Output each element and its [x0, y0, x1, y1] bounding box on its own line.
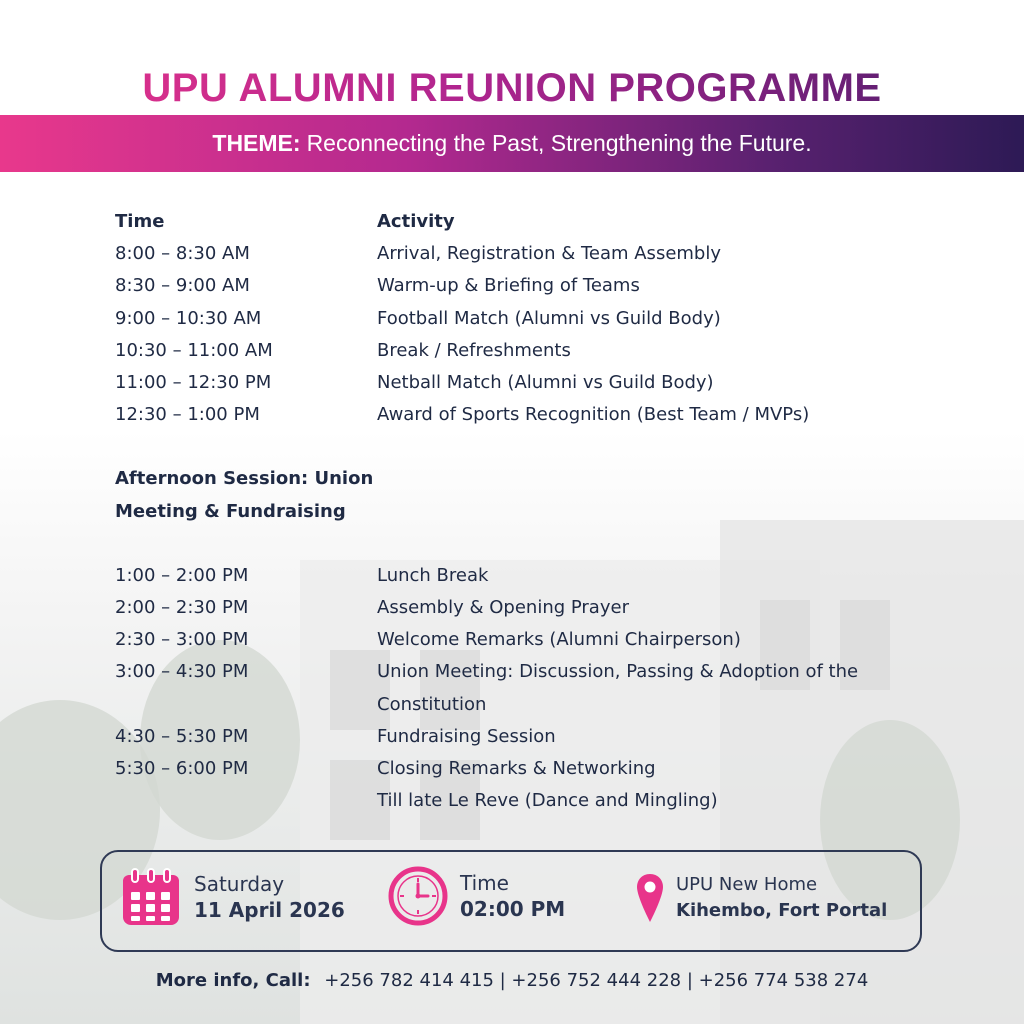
row-activity: Arrival, Registration & Team Assembly [377, 243, 722, 265]
row-activity: Netball Match (Alumni vs Guild Body) [377, 372, 714, 394]
row-time: 3:00 – 4:30 PM [115, 661, 249, 683]
row-time: 10:30 – 11:00 AM [115, 339, 273, 361]
time-value: 02:00 PM [460, 897, 566, 921]
row-time: 2:00 – 2:30 PM [115, 597, 249, 619]
location-pin-icon [636, 872, 664, 924]
calendar-icon [120, 866, 182, 928]
row-activity: Closing Remarks & Networking [377, 758, 656, 780]
afternoon-title-line2: Meeting & Fundraising [115, 500, 346, 522]
row-time: 11:00 – 12:30 PM [115, 372, 272, 394]
row-activity: Till late Le Reve (Dance and Mingling) [377, 790, 718, 812]
schedule-row [115, 399, 935, 431]
afternoon-title-line1: Afternoon Session: Union [115, 468, 374, 490]
row-time: 2:30 – 3:00 PM [115, 629, 249, 651]
row-activity: Football Match (Alumni vs Guild Body) [377, 307, 721, 329]
row-activity: Warm-up & Briefing of Teams [377, 275, 640, 297]
schedule-row [115, 753, 935, 785]
schedule-header [115, 206, 935, 238]
row-time: 9:00 – 10:30 AM [115, 307, 262, 329]
row-time [115, 689, 377, 721]
row-time: 8:30 – 9:00 AM [115, 275, 250, 297]
location-line2: Kihembo, Fort Portal [676, 900, 888, 921]
row-time: 12:30 – 1:00 PM [115, 404, 260, 426]
schedule [115, 206, 935, 817]
schedule-row [115, 270, 935, 302]
contact-numbers: +256 782 414 415 | +256 752 444 228 | +256 774 538 274 [324, 970, 869, 991]
date-day: Saturday [194, 872, 285, 896]
row-activity: Assembly & Opening Prayer [377, 597, 629, 619]
schedule-row [115, 560, 935, 592]
row-activity: Union Meeting: Discussion, Passing & Adoption of the [377, 661, 859, 683]
schedule-row [115, 592, 935, 624]
schedule-row [115, 303, 935, 335]
schedule-row [115, 335, 935, 367]
row-time: 4:30 – 5:30 PM [115, 725, 249, 747]
schedule-row [115, 367, 935, 399]
schedule-row [115, 238, 935, 270]
theme-label: THEME: [212, 130, 301, 156]
event-location [636, 872, 887, 924]
row-activity: Lunch Break [377, 564, 489, 586]
row-activity: Fundraising Session [377, 725, 556, 747]
schedule-row [115, 656, 935, 688]
row-time: 8:00 – 8:30 AM [115, 243, 250, 265]
row-activity: Welcome Remarks (Alumni Chairperson) [377, 629, 741, 651]
row-activity: Award of Sports Recognition (Best Team / MVPs) [377, 404, 810, 426]
row-activity: Constitution [377, 693, 487, 715]
event-date [120, 866, 345, 928]
schedule-row [115, 624, 935, 656]
theme-banner [0, 115, 1024, 172]
afternoon-section-title [115, 463, 395, 527]
date-value: 11 April 2026 [194, 898, 345, 922]
contact-label: More info, Call: [155, 970, 311, 991]
location-line1: UPU New Home [676, 874, 818, 895]
time-header: Time [115, 211, 165, 232]
contact-info [0, 970, 1024, 991]
row-time [115, 785, 377, 817]
page-title: UPU ALUMNI REUNION PROGRAMME [0, 66, 1024, 111]
activity-header: Activity [377, 211, 455, 232]
row-activity: Break / Refreshments [377, 339, 571, 361]
schedule-row [115, 721, 935, 753]
schedule-row [115, 689, 935, 721]
row-time: 1:00 – 2:00 PM [115, 564, 249, 586]
schedule-row [115, 785, 935, 817]
row-time: 5:30 – 6:00 PM [115, 758, 249, 780]
event-time [388, 866, 565, 926]
clock-icon [388, 866, 448, 926]
theme-text: Reconnecting the Past, Strengthening the Future. [306, 130, 812, 156]
time-label: Time [460, 871, 509, 895]
